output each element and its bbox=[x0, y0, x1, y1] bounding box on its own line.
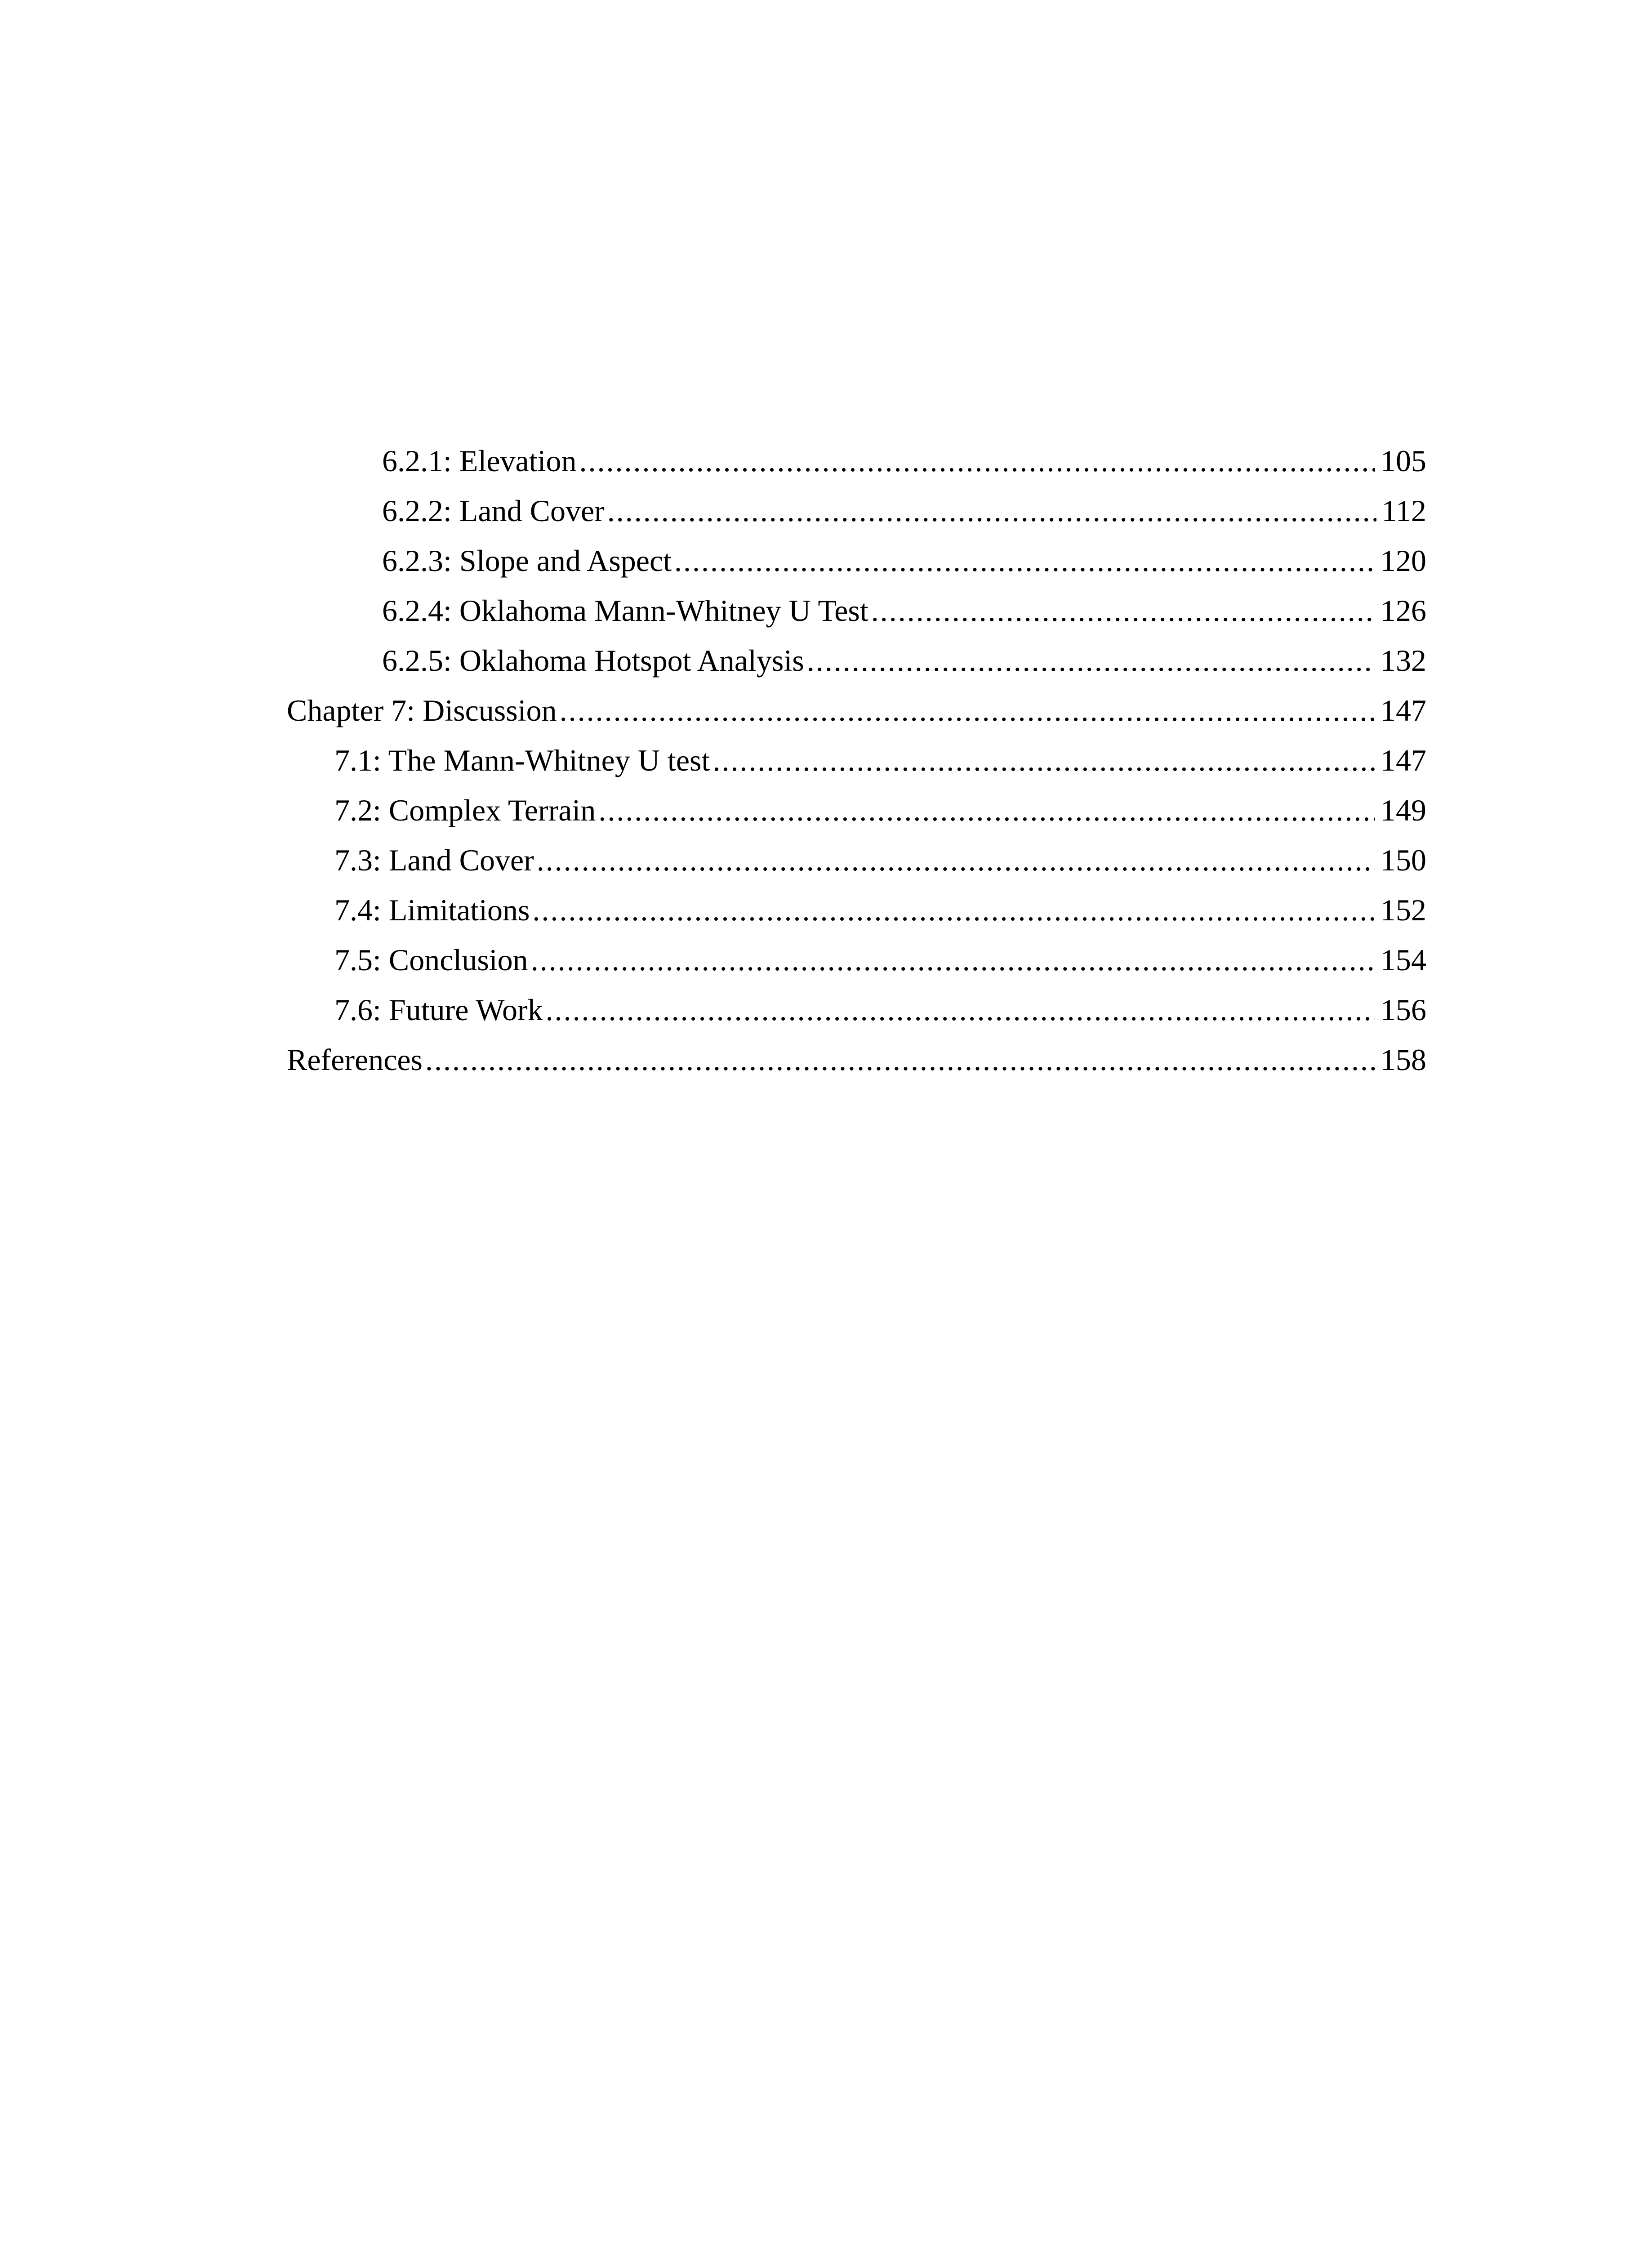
dot-leader bbox=[607, 486, 1376, 536]
toc-entry-7-6 bbox=[287, 985, 1426, 1035]
dot-leader bbox=[579, 436, 1375, 486]
table-of-contents bbox=[287, 436, 1426, 1085]
toc-entry-page: 149 bbox=[1380, 793, 1426, 827]
dot-leader bbox=[712, 736, 1375, 785]
toc-entry-6-2-2 bbox=[287, 486, 1426, 536]
toc-entry-chapter-7 bbox=[287, 686, 1426, 736]
toc-entry-label: Chapter 7: Discussion bbox=[287, 693, 557, 727]
toc-entry-page: 126 bbox=[1380, 593, 1426, 628]
toc-entry-label: 7.1: The Mann-Whitney U test bbox=[334, 743, 710, 777]
toc-entry-references bbox=[287, 1035, 1426, 1085]
dot-leader bbox=[674, 536, 1375, 586]
toc-entry-7-3 bbox=[287, 835, 1426, 885]
dot-leader bbox=[531, 935, 1375, 985]
dot-leader bbox=[537, 835, 1375, 885]
toc-entry-7-5 bbox=[287, 935, 1426, 985]
toc-entry-label: 6.2.4: Oklahoma Mann-Whitney U Test bbox=[382, 593, 868, 628]
toc-entry-page: 154 bbox=[1380, 943, 1426, 977]
toc-entry-page: 158 bbox=[1380, 1043, 1426, 1077]
toc-entry-page: 112 bbox=[1381, 494, 1426, 528]
toc-entry-6-2-4 bbox=[287, 586, 1426, 636]
dot-leader bbox=[546, 985, 1375, 1035]
toc-entry-page: 147 bbox=[1380, 693, 1426, 727]
toc-entry-label: 7.3: Land Cover bbox=[334, 843, 534, 877]
toc-entry-label: 7.2: Complex Terrain bbox=[334, 793, 596, 827]
toc-entry-page: 147 bbox=[1380, 743, 1426, 777]
dot-leader bbox=[560, 686, 1375, 736]
toc-entry-6-2-5 bbox=[287, 636, 1426, 686]
toc-entry-label: 7.5: Conclusion bbox=[334, 943, 528, 977]
toc-entry-page: 152 bbox=[1380, 893, 1426, 927]
dot-leader bbox=[871, 586, 1375, 636]
toc-entry-label: 6.2.2: Land Cover bbox=[382, 494, 605, 528]
toc-entry-page: 156 bbox=[1380, 993, 1426, 1027]
toc-entry-label: 6.2.3: Slope and Aspect bbox=[382, 544, 672, 578]
toc-entry-label: 7.4: Limitations bbox=[334, 893, 530, 927]
toc-entry-7-1 bbox=[287, 736, 1426, 785]
dot-leader bbox=[532, 885, 1375, 935]
toc-entry-7-2 bbox=[287, 785, 1426, 835]
dot-leader bbox=[425, 1035, 1375, 1085]
toc-entry-label: 7.6: Future Work bbox=[334, 993, 543, 1027]
toc-entry-page: 132 bbox=[1380, 643, 1426, 678]
toc-entry-7-4 bbox=[287, 885, 1426, 935]
dot-leader bbox=[598, 785, 1375, 835]
toc-entry-page: 120 bbox=[1380, 544, 1426, 578]
toc-entry-page: 150 bbox=[1380, 843, 1426, 877]
toc-entry-6-2-1 bbox=[287, 436, 1426, 486]
toc-entry-6-2-3 bbox=[287, 536, 1426, 586]
dot-leader bbox=[807, 636, 1375, 686]
toc-entry-page: 105 bbox=[1380, 444, 1426, 478]
toc-entry-label: 6.2.5: Oklahoma Hotspot Analysis bbox=[382, 643, 804, 678]
toc-entry-label: 6.2.1: Elevation bbox=[382, 444, 577, 478]
toc-entry-label: References bbox=[287, 1043, 423, 1077]
